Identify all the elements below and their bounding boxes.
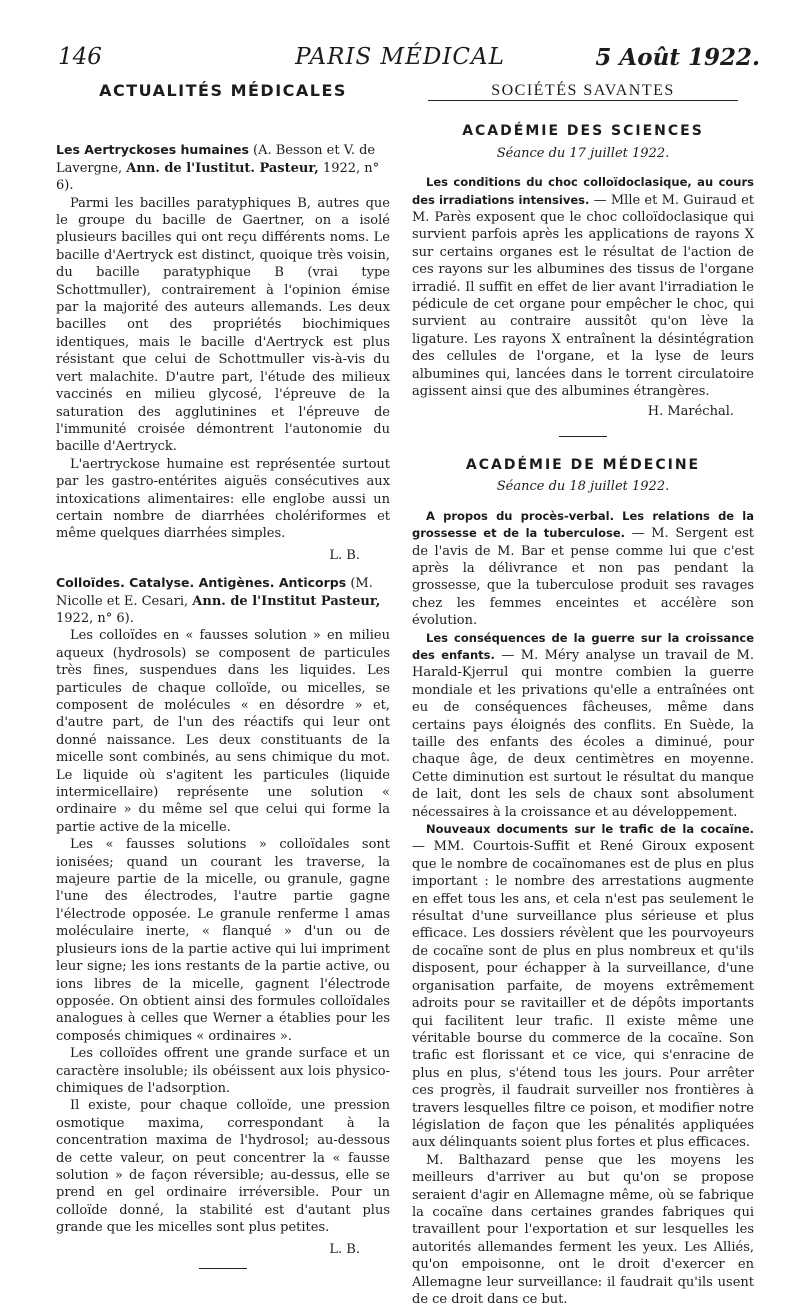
article-reference: (M. Nicolle et E. Cesari, bbox=[56, 576, 373, 609]
communication bbox=[412, 174, 754, 400]
communication-text: — Mlle et M. Guiraud et M. Parès exposent que le choc colloïdoclasique qui survient parfois après les applications de rayons X sur certains organes est le résultat de l'action de ces rayons sur les albumines des tissus de l'organe irradié. Il suffit en effet de lier avant l'irradiation le pédicule de cet organe pour empêcher le choc, qui survient au contraire aussitôt qu'on lève la ligature. Les rayons X entraînent la désintégration des cellules de l'organe, et la lyse de leurs albumines qui, lancées dans le torrent circulatoire agissent ainsi que des albumines étrangères. bbox=[412, 192, 754, 400]
communication-title: A propos du procès-verbal. Les relations de la grossesse et de la tuberculose. bbox=[412, 508, 754, 541]
signature: H. Maréchal. bbox=[647, 403, 734, 419]
signature: L. B. bbox=[329, 547, 360, 563]
page-number: 146 bbox=[58, 44, 102, 70]
right-column bbox=[412, 78, 754, 1308]
article-issue: 1922, n° 6). bbox=[56, 610, 134, 626]
communication-title: Les conséquences de la guerre sur la croissance des enfants. bbox=[412, 630, 754, 662]
seance-date: Séance du 18 juillet 1922. bbox=[496, 479, 670, 495]
separator-rule bbox=[559, 436, 607, 437]
communication-text: — M. Sergent est de l'avis de M. Bar et pense comme lui que c'est après la délivrance et non pas pendant la grossesse, que la tuberculose produit ses ravages chez les femmes enceintes et accélère son évolution. bbox=[412, 526, 754, 629]
section-title-societes: SOCIÉTÉS SAVANTES bbox=[428, 82, 738, 101]
communication-title: Nouveaux documents sur le trafic de la cocaïne. bbox=[426, 822, 754, 837]
communication bbox=[412, 508, 754, 630]
communication bbox=[412, 630, 754, 821]
article-journal: Ann. de l'Iustitut. Pasteur, bbox=[126, 160, 319, 176]
paragraph: L'aertryckose humaine est représentée surtout par les gastro-entérites aiguës consécutives aux intoxications alimentaires: elle englobe aussi un certain nombre de diarrhées cholériformes et même quelques diarrhées simples. bbox=[56, 456, 390, 542]
issue-date: 5 Août 1922. bbox=[595, 44, 760, 71]
article-title: Colloïdes. Catalyse. Antigènes. Anticorps bbox=[56, 575, 347, 591]
article-journal: Ann. de l'Institut Pasteur, bbox=[192, 593, 381, 609]
signature: L. B. bbox=[329, 1241, 360, 1257]
seance-date: Séance du 17 juillet 1922. bbox=[496, 145, 670, 161]
article-issue: 1922, n° 6). bbox=[56, 160, 380, 194]
paragraph: Les colloïdes en « fausses solution » en milieu aqueux (hydrosols) se composent de particules très fines, suspendues dans les liquides. Les particules de chaque colloïde, ou micelles, se composent de molécules « en désordre » et, d'autre part, de l'un des réactifs qui leur ont donné naissance. Les deux constituants de la micelle sont combinés, au sens chimique du mot. Le liquide où s'agitent les particules (liquide intermicellaire) représente une solution « ordinaire » du même sel que celui qui forme la partie active de la micelle. bbox=[56, 628, 390, 835]
paragraph: Il existe, pour chaque colloïde, une pression osmotique maxima, correspondant à la concentration maxima de l'hydrosol; au-dessous de cette valeur, on peut concentrer la « fausse solution » de façon réversible; au-dessus, elle se prend en gel ordinaire irréversible. Pour un colloïde donné, la stabilité est d'autant plus grande que les micelles sont plus petites. bbox=[56, 1098, 390, 1236]
communication-text: — MM. Courtois-Suffit et René Giroux exposent que le nombre de cocaïnomanes est de plus en plus important : le nombre des arrestations augmente en effet tous les ans, et cela n'est pas seulement le résultat d'une surveillance plus sérieuse et plus efficace. Les dossiers révèlent que les pourvoyeurs de cocaïne sont de plus en plus nombreux et qu'ils disposent, pour échapper à la surveillance, d'une organisation parfaite, de moyens extrêmement adroits pour se ravitailler et de dépôts importants qui facilitent leur trafic. Il existe même une véritable bourse du commerce de la cocaïne. Son trafic est florissant et ce vice, qui s'enracine de plus en plus, s'étend tous les jours. Pour arrêter ces progrès, il faudrait surveiller nos frontières à travers lesquelles filtre ce poison, et modifier notre législation de façon que les pénalités appliquées aux délinquants soient plus fortes et plus efficaces. bbox=[412, 839, 754, 1151]
separator-rule bbox=[199, 1268, 247, 1269]
article-reference: (A. Besson et V. de Lavergne, bbox=[56, 143, 376, 176]
paragraph: M. Balthazard pense que les moyens les meilleurs d'arriver au but qu'on se propose seraient d'agir en Allemagne même, où se fabrique la cocaïne dans certaines grandes fabriques qui travaillent pour l'exportation et sur lesquelles les autorités allemandes ferment les yeux. Les Alliés, qu'on empoisonne, ont le droit d'exercer en Allemagne leur surveillance: il faudrait qu'ils usent de ce droit dans ce but. bbox=[412, 1152, 754, 1307]
journal-title: PARIS MÉDICAL bbox=[295, 44, 505, 70]
paragraph: Les colloïdes offrent une grande surface et un caractère insoluble; ils obéissent aux lois physico-chimiques de l'adsorption. bbox=[56, 1046, 390, 1096]
article-colloides-header bbox=[56, 574, 390, 627]
paragraph: Les « fausses solutions » colloïdales sont ionisées; quand un courant les traverse, la majeure partie de la micelle, ou granule, gagne l'une des électrodes, l'autre partie gagne l'électrode opposée. Le granule renferme l amas moléculaire inerte, « flanqué » d'un ou de plusieurs ions de la partie active qui lui impriment leur signe; les ions restants de la partie active, ou ions libres de la micelle, gagnent l'électrode opposée. On obtient ainsi des formules colloïdales analogues à celles que Werner a établies pour les composés chimiques « ordinaires ». bbox=[56, 837, 390, 1044]
academie-medecine-title: ACADÉMIE DE MÉDECINE bbox=[465, 456, 701, 473]
article-aertryckoses-header bbox=[56, 141, 390, 194]
left-column bbox=[56, 78, 390, 1269]
section-title-actualites: ACTUALITÉS MÉDICALES bbox=[99, 81, 347, 100]
communication-text: — M. Méry analyse un travail de M. Harald-Kjerrul qui montre combien la guerre mondiale et les privations qu'elle a entraînées ont eu de conséquences fâcheuses, même dans certains pays éloignés des conflits. En Suède, la taille des enfants des écoles a diminué, pour chaque âge, de deux centimètres en moyenne. Cette diminution est surtout le résultat du manque de lait, dont les sels de chaux sont absolument nécessaires à la croissance et au développement. bbox=[412, 647, 754, 820]
communication bbox=[412, 821, 754, 1152]
academie-sciences-title: ACADÉMIE DES SCIENCES bbox=[462, 123, 704, 140]
article-title: Les Aertryckoses humaines bbox=[56, 142, 249, 158]
communication-title: Les conditions du choc colloïdoclasique, au cours des irradiations intensives. bbox=[412, 175, 754, 207]
paragraph: Parmi les bacilles paratyphiques B, autres que le groupe du bacille de Gaertner, on a isolé plusieurs bacilles qui ont reçu différents noms. Le bacille d'Aertryck est distinct, quoique très voisin, du bacille paratyphique B (vrai type Schottmuller), contrairement à l'opinion émise par la majorité des auteurs allemands. Les deux bacilles ont des propriétés biochimiques identiques, mais le bacille d'Aertryck est plus résistant que celui de Schottmuller vis-à-vis du vert malachite. D'autre part, l'étude des milieux vaccinés en milieu glycosé, l'épreuve de la saturation des agglutinines et l'épreuve de l'immunité croisée démontrent l'autonomie du bacille d'Aertryck. bbox=[56, 195, 390, 455]
